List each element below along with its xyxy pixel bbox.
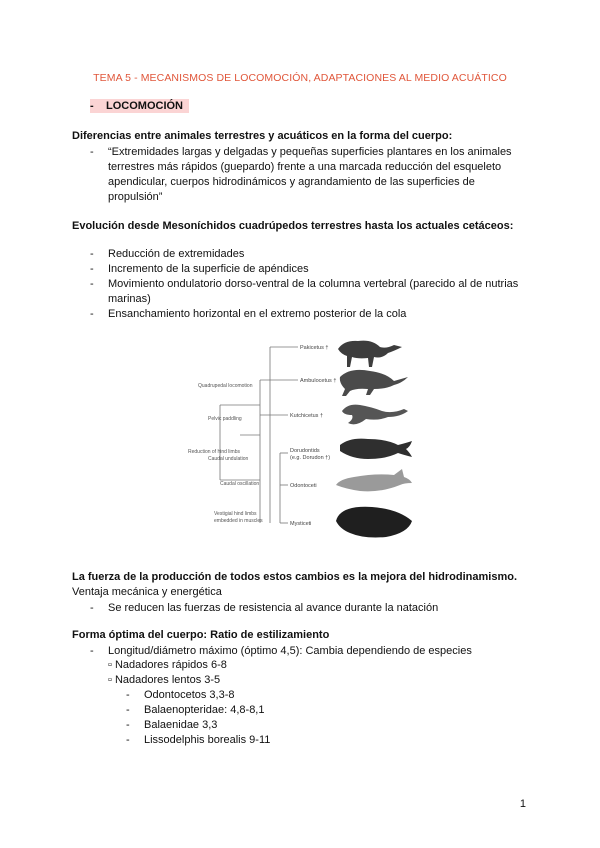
sub2-list-item	[126, 704, 264, 716]
kutchicetus-illustration	[342, 405, 408, 425]
node-label: Pelvic paddling	[208, 416, 242, 422]
sub-text: Nadadores rápidos 6-8	[114, 659, 227, 671]
sub2-text: Lissodelphis borealis 9-11	[144, 734, 271, 746]
node-label: embedded in muscles	[214, 518, 263, 524]
ventaja-line: Ventaja mecánica y energética	[72, 586, 222, 598]
list-item	[90, 644, 472, 659]
list-dash: -	[126, 689, 130, 701]
sub-list-item	[108, 674, 220, 686]
list-item	[90, 277, 518, 307]
heading-forma-optima: Forma óptima del cuerpo: Ratio de estilizamiento	[72, 629, 330, 641]
taxon-label: Pakicetus †	[300, 345, 329, 351]
page-number: 1	[519, 798, 526, 810]
heading-hidrodinamismo: La fuerza de la producción de todos estos cambios es la mejora del hidrodinamismo.	[72, 571, 517, 583]
sub2-list-item	[126, 689, 235, 701]
list-dash: -	[90, 602, 94, 614]
list-item	[90, 262, 309, 277]
list-line: propulsión”	[108, 191, 163, 203]
list-line: Se reducen las fuerzas de resistencia al avance durante la natación	[108, 602, 439, 614]
ambulocetus-illustration	[340, 370, 408, 396]
list-dash: -	[90, 146, 94, 158]
taxon-label: (e.g. Dorudon †)	[290, 455, 331, 461]
list-item	[90, 145, 512, 205]
list-line: Reducción de extremidades	[108, 248, 245, 260]
sub-list-item	[108, 659, 227, 671]
sub-text: Nadadores lentos 3-5	[114, 674, 221, 686]
list-dash: -	[126, 719, 130, 731]
section-heading-locomocion	[90, 100, 189, 112]
sub2-list-item	[126, 734, 270, 746]
section-bullet: -	[90, 100, 94, 112]
sub2-list-item	[126, 719, 217, 731]
taxon-label: Mysticeti	[290, 521, 312, 527]
list-line: apendicular, cuerpos hidrodinámicos y agrandamiento de las superficies de	[108, 176, 475, 188]
taxon-label: Odontoceti	[290, 483, 317, 489]
taxon-label: Dorudontids	[290, 448, 320, 454]
list-dash: -	[90, 278, 94, 290]
list-item	[90, 247, 244, 262]
page-title: TEMA 5 - MECANISMOS DE LOCOMOCIÓN, ADAPTACIONES AL MEDIO ACUÁTICO	[93, 72, 507, 84]
list-line: Movimiento ondulatorio dorso-ventral de la columna vertebral (parecido al de nutrias	[108, 278, 519, 290]
list-dash: -	[90, 645, 94, 657]
heading-evolucion: Evolución desde Mesoníchidos cuadrúpedos terrestres hasta los actuales cetáceos:	[72, 220, 514, 232]
list-line: “Extremidades largas y delgadas y pequeñas superficies plantares en los animales	[108, 146, 512, 158]
taxon-label: Ambulocetus †	[300, 378, 337, 384]
sub2-text: Balaenopteridae: 4,8-8,1	[144, 704, 265, 716]
cetacean-evolution-figure	[180, 335, 430, 550]
list-dash: -	[90, 308, 94, 320]
odontocete-illustration	[336, 469, 412, 491]
list-dash: -	[126, 734, 130, 746]
heading-diferencias: Diferencias entre animales terrestres y acuáticos en la forma del cuerpo:	[72, 130, 453, 142]
list-dash: -	[90, 248, 94, 260]
cladogram-branches	[220, 347, 298, 523]
list-line: marinas)	[108, 293, 151, 305]
taxon-label: Kutchicetus †	[290, 413, 324, 419]
list-dash: -	[90, 263, 94, 275]
sub-bullet: ▫	[108, 674, 112, 686]
cladogram-svg	[180, 335, 430, 550]
node-label: Caudal oscillation	[220, 481, 260, 487]
sub-bullet: ▫	[108, 659, 112, 671]
sub2-text: Odontocetos 3,3-8	[144, 689, 235, 701]
node-label: Reduction of hind limbs	[188, 449, 240, 455]
sub2-text: Balaenidae 3,3	[144, 719, 218, 731]
pakicetus-illustration	[338, 341, 402, 367]
node-label: Caudal undulation	[208, 456, 249, 462]
list-item	[90, 601, 438, 616]
mysticete-illustration	[336, 507, 412, 538]
list-item	[90, 307, 406, 322]
node-label: Quadrupedal locomotion	[198, 383, 253, 389]
list-line: Ensanchamiento horizontal en el extremo posterior de la cola	[108, 308, 407, 320]
node-label: Vestigial hind limbs	[214, 511, 257, 517]
section-label: LOCOMOCIÓN	[90, 99, 189, 113]
list-line: Longitud/diámetro máximo (óptimo 4,5): Cambia dependiendo de especies	[108, 645, 472, 657]
list-line: Incremento de la superficie de apéndices	[108, 263, 309, 275]
list-dash: -	[126, 704, 130, 716]
list-line: terrestres más rápidos (guepardo) frente a una marcada reducción del esqueleto	[108, 161, 502, 173]
dorudontid-illustration	[340, 439, 412, 459]
